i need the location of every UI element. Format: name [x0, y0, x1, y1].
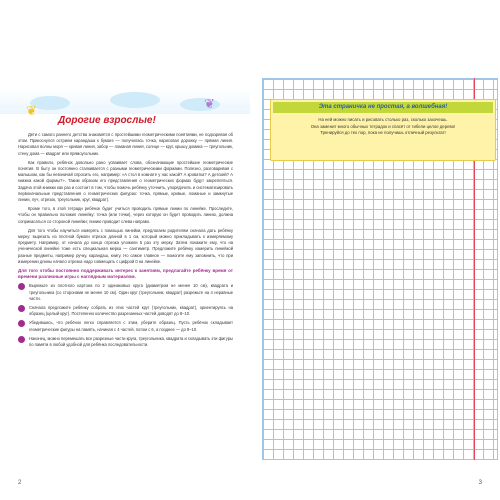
paragraph: Дети с самого раннего детства знакомятся с простейшими геометрическими понятиями, не подозревая об этом. Прикоснулся острием карандаша к бумаге — получилась точка, нарисовал дорожку — прямая линия. Нарисовал волны моря — кривая линия, забор — ломаная линия, солнце — круг, крышу домика — треугольник, стену дома — квадрат или прямоугольник. [18, 132, 233, 156]
butterfly-icon: ❦ [204, 96, 215, 111]
banner-line: Тренируйся до тех пор, пока не получишь отличный результат! [320, 130, 446, 136]
list-item: Вырежьте из плотного картона по 2 одинаковых круга (диаметром не менее 10 см), квадрата и треугольника (со сторонами не менее 10 см). Один круг (треугольник, квадрат) разрежьте на 4 неравные части. [18, 283, 233, 302]
bullet-icon [18, 320, 25, 327]
paragraph: Как правило, ребёнок довольно рано усваивает слова, обозначающие простейшие геометрические понятия. В быту он постоянно сталкивается с разными геометрическими формами. Полезно, разговаривая с малышом, как бы невзначай спросить его, например: «А стол в комнате у нас какой? А кроватка? А детский? А книжка какой формы?». Таким образом его представления о геометрических формах будут закрепляться. Задача этой книжки как раз и состоит в том, чтобы помочь ребёнку уточнить, упорядочить и систематизировать первоначальные представления о геометрических фигурах: точка, прямые, кривые, ломаные и замкнутые линии, луч, отрезок, треугольник, круг, квадрат). [18, 159, 233, 203]
instruction-banner [270, 99, 496, 161]
list-item: Убедившись, что ребёнок легко справляется с этим, уберите образец. Пусть ребёнок складывает геометрические фигуры на память, начиная с 4 частей, потом с 6, а позднее — до 8–10. [18, 320, 233, 332]
bullet-icon [18, 336, 25, 343]
page-number: 3 [478, 480, 482, 486]
cloud [110, 92, 160, 108]
page-number: 2 [18, 480, 22, 486]
butterfly-icon: ❦ [26, 103, 37, 118]
page-title: Дорогие взрослые! [58, 115, 156, 126]
paragraph: Кроме того, в этой тетради ребёнок будет учиться проводить прямые линии по линейке. Проследите, чтобы он правильно положил линейку: точка (или точки), через которую он будет проводить линию, должна соприкасаться со стороной линейки; линию проводит слева направо. [18, 206, 233, 224]
banner-title: Эта страничка не простая, а волшебная! [273, 102, 493, 113]
article-body [18, 132, 233, 351]
banner-line: Она заменит много обычных тетрадок и спасёт от гибели целое дерево! [310, 123, 456, 129]
paragraph: Для того чтобы научиться измерять с помощью линейки, предлагаем родителям сначала дать ребёнку мерку: вырезать из плотной бумаги отрезок длиной в 1 см, который можно прикладывать к измеряемому предмету. Например, от начала до конца отрезка уложили 5 раз эту мерку. Затем покажите ему, что на ученической линейке тоже есть специальная мерка — сантиметр. Предложите ребёнку измерить линейкой разные предметы, например ручку, карандаш, книгу. Но самое главное — помогите ему запомнить, что при измерении длины начало отрезка надо совмещать с цифрой 0 на линейке. [18, 227, 233, 264]
banner-text [277, 117, 489, 137]
tips-list [18, 283, 233, 348]
bullet-icon [18, 305, 25, 312]
banner-line: На ней можно писать и рисовать столько раз, сколько захочешь. [318, 117, 448, 122]
list-item: Наконец, можно перемешать все разрезные части круга, треугольника, квадрата и складывать эти фигуры по памяти в любой удобной для ребёнка последовательности. [18, 336, 233, 348]
highlight-text: Для того чтобы постоянно поддерживать интерес к занятиям, предлагайте ребёнку время от времени различные игры с наглядным материалом. [18, 268, 233, 280]
bullet-icon [18, 283, 25, 290]
list-item: Сначала предложите ребёнку собрать из этих частей круг (треугольник, квадрат), ориентируясь на образец (целый круг). Постепенно количество разрезанных частей доводят до 8–10. [18, 305, 233, 317]
